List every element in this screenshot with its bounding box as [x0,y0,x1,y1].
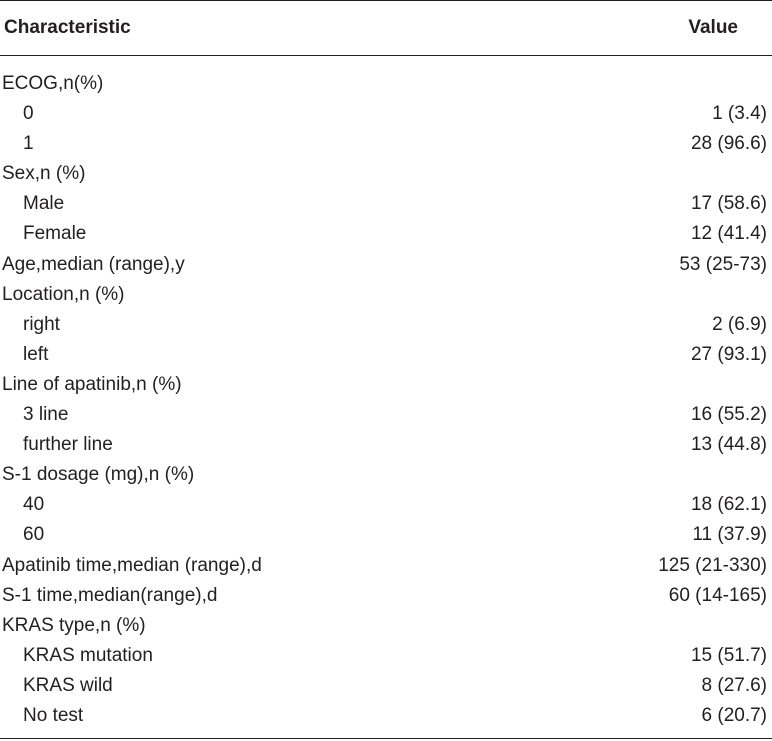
row-label: Female [23,223,87,245]
table-header [0,0,772,55]
header-rule [0,55,772,56]
header-characteristic: Characteristic [4,17,131,38]
row-value: 125 (21-330) [658,554,767,576]
table-row [0,641,772,671]
row-label: S-1 time,median(range),d [2,584,218,606]
row-label: Male [23,193,65,215]
row-label: KRAS type,n (%) [2,614,146,636]
table-row [0,370,772,400]
row-label: 3 line [23,404,69,426]
row-value: 2 (6.9) [712,313,767,335]
table-row [0,460,772,490]
table-row [0,99,772,129]
row-value: 53 (25-73) [679,253,767,275]
row-label: Apatinib time,median (range),d [2,554,262,576]
table-row [0,581,772,611]
row-value: 18 (62.1) [690,494,767,516]
row-label: KRAS wild [23,674,113,696]
table-row [0,69,772,99]
table-row [0,219,772,249]
row-value: 16 (55.2) [690,404,767,426]
table-row [0,250,772,280]
table-row [0,159,772,189]
row-label: No test [23,704,84,726]
table-row [0,430,772,460]
row-label: left [23,343,49,365]
row-label: Sex,n (%) [2,163,86,185]
row-value: 13 (44.8) [690,434,767,456]
table-row [0,520,772,550]
row-value: 15 (51.7) [690,644,767,666]
row-label: ECOG,n(%) [2,73,104,94]
row-label: S-1 dosage (mg),n (%) [2,464,195,486]
row-value: 27 (93.1) [690,343,767,365]
table-row [0,701,772,731]
row-label: Age,median (range),y [2,253,185,275]
row-value: 1 (3.4) [712,103,767,125]
row-value: 28 (96.6) [690,133,767,155]
row-value: 60 (14-165) [668,584,767,606]
row-label: 40 [23,494,45,516]
row-value: 6 (20.7) [701,704,767,726]
table-row [0,551,772,581]
table-body [0,69,772,731]
table-row [0,189,772,219]
table-row [0,671,772,701]
row-label: right [23,313,60,335]
row-value: 12 (41.4) [690,223,767,245]
header-value: Value [688,17,738,38]
row-label: further line [23,434,113,456]
row-label: 60 [23,524,45,546]
row-value: 8 (27.6) [701,674,767,696]
row-label: Line of apatinib,n (%) [2,373,182,395]
row-value: 17 (58.6) [690,193,767,215]
table-row [0,490,772,520]
row-value: 11 (37.9) [692,524,767,546]
bottom-rule [0,738,772,739]
row-label: Location,n (%) [2,283,125,305]
table-row [0,611,772,641]
table-row [0,280,772,310]
table-row [0,340,772,370]
table-row [0,400,772,430]
table-row [0,129,772,159]
row-label: 0 [23,103,34,125]
row-label: KRAS mutation [23,644,153,666]
table-row [0,310,772,340]
row-label: 1 [23,133,34,155]
